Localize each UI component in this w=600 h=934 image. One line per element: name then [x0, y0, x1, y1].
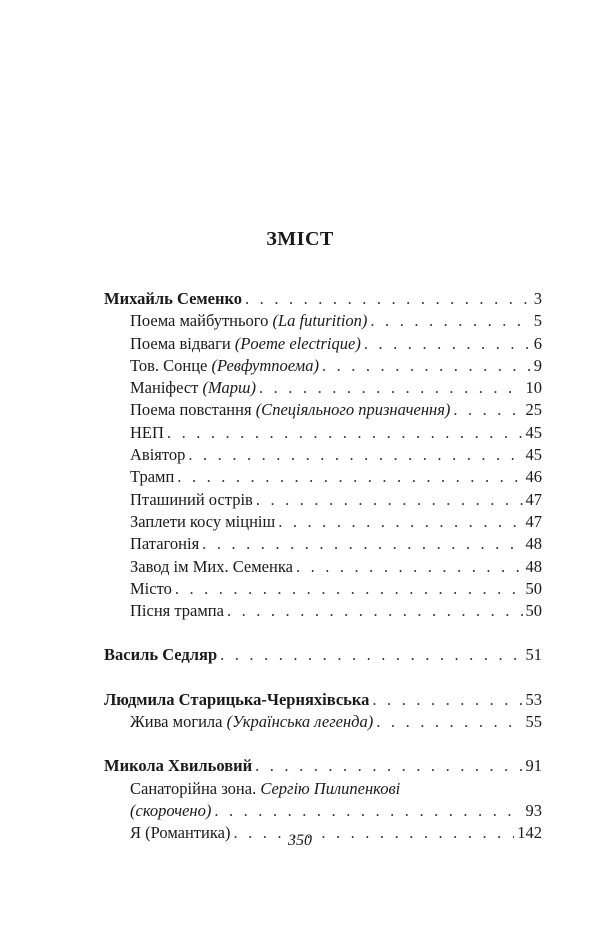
- page-number: 45: [525, 422, 542, 442]
- work-title: Поема відваги: [130, 333, 231, 353]
- dot-leader: [256, 489, 523, 511]
- toc-entry[interactable]: [104, 511, 542, 533]
- author-name: Людмила Старицька-Черняхівська: [104, 689, 370, 709]
- toc-entry[interactable]: [104, 711, 542, 733]
- work-title: Пташиний острів: [130, 489, 253, 509]
- dot-leader: [167, 422, 523, 444]
- toc-entry[interactable]: [104, 422, 542, 444]
- section-gap: [104, 667, 542, 689]
- work-dedication: Сергію Пилипенкові: [260, 778, 401, 798]
- toc-entry-wrapped-first-line[interactable]: [104, 778, 542, 800]
- dot-leader: [188, 444, 522, 466]
- toc-entry[interactable]: [104, 578, 542, 600]
- page-number-footer: 350: [288, 832, 312, 849]
- page-number: 6: [533, 333, 542, 353]
- dot-leader: [177, 466, 522, 488]
- dot-leader: [322, 355, 531, 377]
- toc-entry[interactable]: [104, 444, 542, 466]
- page-number: 91: [525, 756, 542, 776]
- toc-entry[interactable]: [104, 355, 542, 377]
- page-number: 47: [525, 511, 542, 531]
- work-title: Місто: [130, 578, 172, 598]
- work-title: Завод ім Мих. Семенка: [130, 556, 293, 576]
- work-title: Заплети косу міцніш: [130, 511, 276, 531]
- author-name: Михайль Семенко: [104, 289, 243, 308]
- page-number: 51: [525, 645, 542, 665]
- page-number: 47: [525, 489, 542, 509]
- page-number: 5: [533, 311, 542, 331]
- work-subtitle: (Спеціяльного призначення): [255, 400, 451, 420]
- toc-entry[interactable]: [104, 489, 542, 511]
- work-subtitle: (Марш): [202, 378, 256, 398]
- toc-author-khvylovy[interactable]: [104, 755, 542, 777]
- toc-entry-wrapped-second-line[interactable]: [104, 800, 542, 822]
- work-title: Тов. Сонце: [130, 355, 208, 375]
- page-number: 48: [525, 534, 542, 554]
- page-number: 46: [525, 467, 542, 487]
- section-gap: [104, 733, 542, 755]
- page-number: 48: [525, 556, 542, 576]
- toc-entry[interactable]: [104, 600, 542, 622]
- author-name: Василь Седляр: [104, 645, 218, 665]
- page-number: 25: [525, 400, 542, 420]
- toc-entry[interactable]: [104, 333, 542, 355]
- work-subtitle: (Ревфутпоема): [211, 355, 319, 375]
- toc-entry[interactable]: [104, 556, 542, 578]
- page-number: 142: [517, 823, 542, 843]
- dot-leader: [259, 377, 523, 399]
- work-title: Поема майбутнього: [130, 311, 269, 331]
- toc-entry[interactable]: [104, 466, 542, 488]
- page-number: 93: [525, 800, 542, 820]
- work-title: НЕП: [130, 422, 164, 442]
- work-title: Санаторійна зона.: [130, 778, 257, 798]
- page-number: 3: [533, 289, 542, 308]
- toc-entry[interactable]: [104, 399, 542, 421]
- dot-leader: [376, 711, 522, 733]
- work-subtitle: (скорочено): [130, 800, 212, 820]
- dot-leader: [255, 755, 522, 777]
- page-number: 45: [525, 445, 542, 465]
- dot-leader: [245, 288, 531, 310]
- page-number: 50: [525, 578, 542, 598]
- work-title: Авіятор: [130, 445, 186, 465]
- work-title: Маніфест: [130, 378, 199, 398]
- page-number: 9: [533, 355, 542, 375]
- work-subtitle: (Poeme electrique): [234, 333, 361, 353]
- dot-leader: [364, 333, 531, 355]
- dot-leader: [227, 600, 523, 622]
- work-subtitle: (Українська легенда): [226, 712, 374, 732]
- work-title: Патагонія: [130, 534, 200, 554]
- toc-entry[interactable]: [104, 310, 542, 332]
- table-of-contents: [104, 288, 542, 845]
- toc-entry[interactable]: [104, 533, 542, 555]
- toc-entry[interactable]: [104, 377, 542, 399]
- dot-leader: [220, 644, 522, 666]
- dot-leader: [175, 578, 523, 600]
- toc-author-semenko[interactable]: [104, 288, 542, 310]
- dot-leader: [370, 310, 530, 332]
- work-title: Жива могила: [130, 712, 223, 732]
- work-title: Пісня трампа: [130, 601, 224, 621]
- dot-leader: [372, 689, 522, 711]
- dot-leader: [214, 800, 522, 822]
- dot-leader: [278, 511, 522, 533]
- page-number: 50: [525, 601, 542, 621]
- work-title: Поема повстання: [130, 400, 252, 420]
- page-number: 10: [525, 378, 542, 398]
- toc-author-sedliar[interactable]: [104, 644, 542, 666]
- dot-leader: [202, 533, 522, 555]
- page-title: ЗМІСТ: [266, 228, 334, 250]
- work-title: Трамп: [130, 467, 175, 487]
- dot-leader: [296, 556, 523, 578]
- page-number: 55: [525, 712, 542, 732]
- work-subtitle: (La futurition): [272, 311, 368, 331]
- work-title: Я (Романтика): [130, 823, 231, 843]
- dot-leader: [453, 399, 522, 421]
- page-number: 53: [525, 689, 542, 709]
- toc-author-starytska[interactable]: [104, 689, 542, 711]
- author-name: Микола Хвильовий: [104, 756, 253, 776]
- section-gap: [104, 622, 542, 644]
